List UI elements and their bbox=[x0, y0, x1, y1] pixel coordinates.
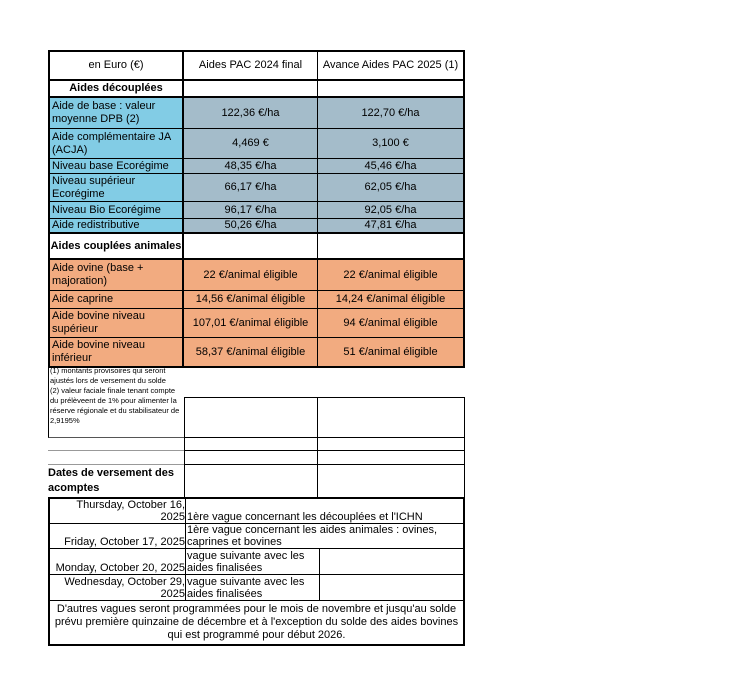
empty-cell bbox=[320, 549, 463, 574]
payment-date: Friday, October 17, 2025 bbox=[50, 524, 186, 548]
table-row bbox=[50, 309, 463, 338]
footnote-1: (1) montants provisoires qui seront ajustés lors de versement du solde bbox=[50, 366, 166, 385]
payment-row bbox=[50, 524, 463, 549]
spacer-rows bbox=[48, 438, 465, 465]
payment-date: Thursday, October 16, 2025 bbox=[50, 499, 186, 523]
value-2025: 62,05 €/ha bbox=[318, 174, 463, 202]
empty-cell bbox=[318, 465, 465, 497]
table-row bbox=[50, 129, 463, 159]
row-label: Niveau supérieur Ecorégime bbox=[50, 174, 184, 202]
value-2025: 94 €/animal éligible bbox=[318, 309, 463, 338]
value-2024: 66,17 €/ha bbox=[184, 174, 318, 202]
empty-cell bbox=[184, 465, 318, 497]
payment-date: Wednesday, October 29, 2025 bbox=[50, 575, 186, 600]
value-2025: 14,24 €/animal éligible bbox=[318, 291, 463, 309]
empty-cell bbox=[185, 398, 318, 437]
empty-cell bbox=[184, 81, 318, 98]
empty-cell bbox=[184, 438, 318, 451]
value-2025: 92,05 €/ha bbox=[318, 202, 463, 219]
row-label: Aide caprine bbox=[50, 291, 184, 309]
row-label: Aide bovine niveau supérieur bbox=[50, 309, 184, 338]
value-2025: 122,70 €/ha bbox=[318, 98, 463, 129]
payment-description: vague suivante avec les aides finalisées bbox=[186, 575, 320, 600]
payment-description: vague suivante avec les aides finalisées bbox=[186, 549, 320, 574]
col-header-2025: Avance Aides PAC 2025 (1) bbox=[318, 52, 463, 81]
empty-cell bbox=[318, 451, 465, 465]
footnote-2: (2) valeur faciale finale tenant compte du prélèveent de 1% pour alimenter la réserve régionale et du stabilisateur de 2,9195% bbox=[50, 386, 180, 425]
section-header-coupled: Aides couplées animales bbox=[50, 234, 184, 260]
value-2024: 4,469 € bbox=[184, 129, 318, 159]
table-row bbox=[50, 159, 463, 174]
section-row-coupled bbox=[50, 234, 463, 260]
empty-cell bbox=[48, 438, 184, 451]
empty-cell bbox=[318, 438, 465, 451]
row-label: Aide redistributive bbox=[50, 219, 184, 234]
section-header-decoupled: Aides découplées bbox=[50, 81, 184, 98]
table-row bbox=[50, 260, 463, 291]
value-2024: 58,37 €/animal éligible bbox=[184, 338, 318, 366]
value-2025: 22 €/animal éligible bbox=[318, 260, 463, 291]
value-2025: 51 €/animal éligible bbox=[318, 338, 463, 366]
payment-dates-title: Dates de versement des acomptes bbox=[48, 467, 174, 494]
value-2024: 96,17 €/ha bbox=[184, 202, 318, 219]
empty-cell bbox=[184, 234, 318, 260]
table-row bbox=[50, 202, 463, 219]
payment-row bbox=[50, 549, 463, 575]
empty-cell bbox=[48, 451, 184, 465]
col-header-unit: en Euro (€) bbox=[50, 52, 184, 81]
value-2025: 47,81 €/ha bbox=[318, 219, 463, 234]
row-label: Aide de base : valeur moyenne DPB (2) bbox=[50, 98, 184, 129]
table-row bbox=[50, 291, 463, 309]
empty-cell bbox=[318, 234, 463, 260]
empty-cell bbox=[318, 81, 463, 98]
footnotes-area bbox=[48, 365, 465, 438]
payment-dates-header-row bbox=[48, 465, 465, 497]
spacer-row bbox=[48, 438, 465, 451]
table-header-row bbox=[50, 52, 463, 81]
payment-dates-table bbox=[48, 497, 465, 646]
value-2024: 22 €/animal éligible bbox=[184, 260, 318, 291]
value-2024: 14,56 €/animal éligible bbox=[184, 291, 318, 309]
empty-cell bbox=[320, 575, 463, 600]
payment-date: Monday, October 20, 2025 bbox=[50, 549, 186, 574]
payment-row bbox=[50, 499, 463, 524]
footnote-side-area bbox=[184, 365, 465, 438]
value-2024: 122,36 €/ha bbox=[184, 98, 318, 129]
spacer-row bbox=[48, 451, 465, 465]
row-label: Aide bovine niveau inférieur bbox=[50, 338, 184, 366]
payment-row bbox=[50, 575, 463, 601]
table-row bbox=[50, 338, 463, 366]
row-label: Aide complémentaire JA (ACJA) bbox=[50, 129, 184, 159]
row-label: Niveau base Ecorégime bbox=[50, 159, 184, 174]
empty-cell bbox=[184, 451, 318, 465]
payment-description: 1ère vague concernant les découplées et l'ICHN bbox=[187, 511, 423, 523]
pac-aids-table bbox=[48, 50, 465, 368]
value-2024: 48,35 €/ha bbox=[184, 159, 318, 174]
table-row bbox=[50, 98, 463, 129]
footnotes-block bbox=[48, 365, 184, 438]
row-label: Niveau Bio Ecorégime bbox=[50, 202, 184, 219]
value-2024: 50,26 €/ha bbox=[184, 219, 318, 234]
value-2024: 107,01 €/animal éligible bbox=[184, 309, 318, 338]
closing-note: D'autres vagues seront programmées pour le mois de novembre et jusqu'au solde prévu première quinzaine de décembre et à l'exception du solde des aides bovines qui est programmé pour début 2026. bbox=[54, 603, 459, 641]
row-label: Aide ovine (base + majoration) bbox=[50, 260, 184, 291]
table-row bbox=[50, 174, 463, 202]
section-row-decoupled bbox=[50, 81, 463, 98]
col-header-2024: Aides PAC 2024 final bbox=[184, 52, 318, 81]
empty-cell bbox=[318, 398, 464, 437]
empty-bordered-box bbox=[184, 397, 465, 438]
value-2025: 45,46 €/ha bbox=[318, 159, 463, 174]
value-2025: 3,100 € bbox=[318, 129, 463, 159]
payment-description: 1ère vague concernant les aides animales : ovines, caprines et bovines bbox=[187, 524, 438, 548]
table-row bbox=[50, 219, 463, 234]
